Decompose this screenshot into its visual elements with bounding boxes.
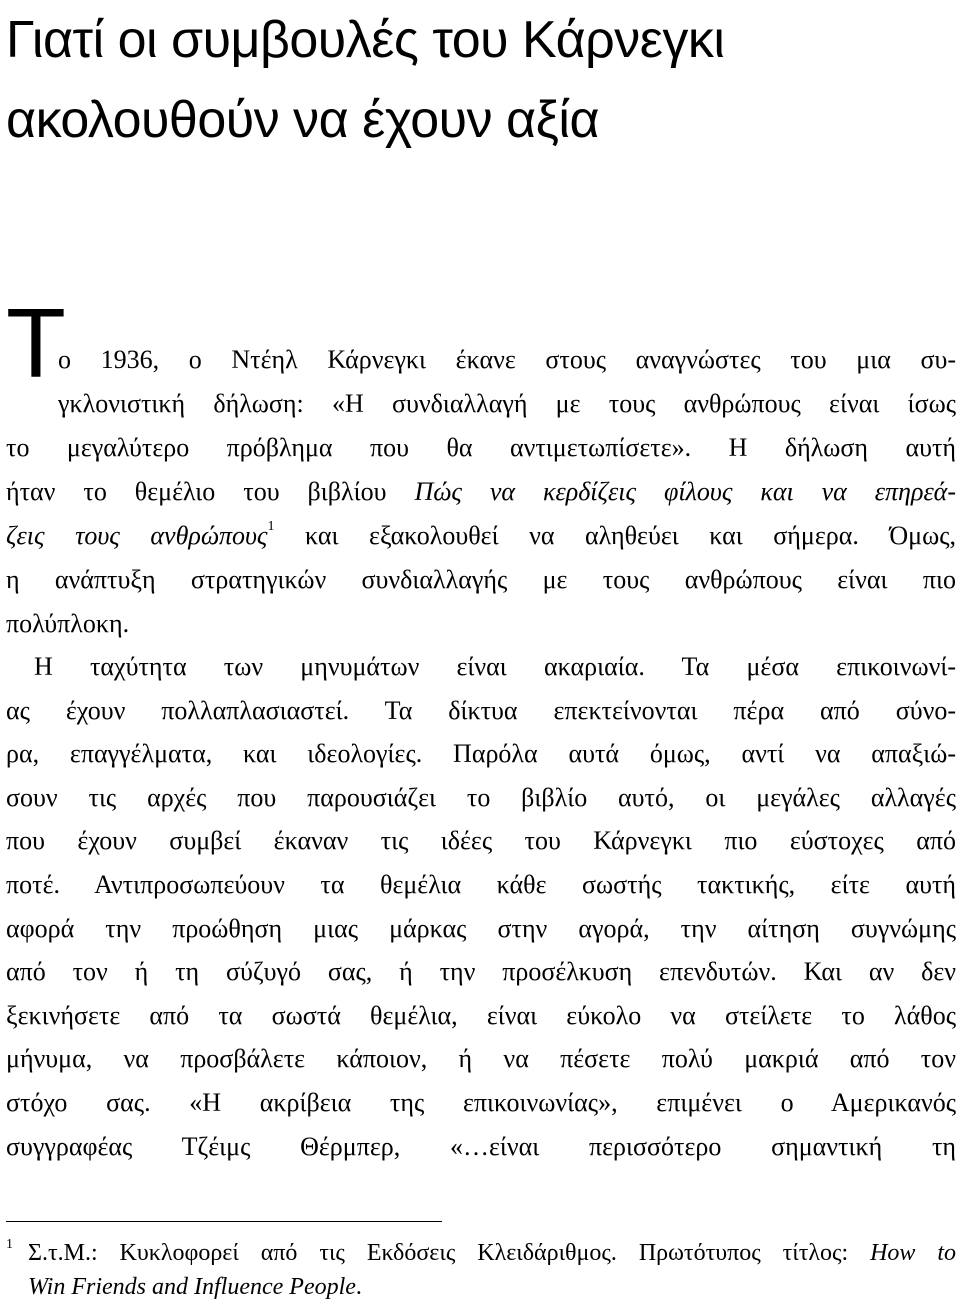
- paragraph-2-line: από τον ή τη σύζυγό σας, ή την προσέλκυση επενδυτών. Και αν δεν: [6, 957, 956, 987]
- paragraph-1-line-7: πολύπλοκη.: [6, 609, 130, 638]
- paragraph-2-line: που έχουν συμβεί έκαναν τις ιδέες του Κάρνεγκι πιο εύστοχες από: [6, 826, 956, 856]
- paragraph-1: [6, 338, 956, 646]
- paragraph-2-line: μήνυμα, να προσβάλετε κάποιον, ή να πέσετε πολύ μακριά από τον: [6, 1044, 956, 1074]
- chapter-title-line-2: ακολουθούν να έχουν αξία: [6, 91, 600, 149]
- original-title-italic-1: How to: [870, 1240, 956, 1266]
- footnote-line-2: [6, 1270, 956, 1304]
- book-title-italic-part-1: Πώς να κερδίζεις φίλους και να επηρεά-: [414, 477, 956, 506]
- footnote-marker: 1: [6, 1237, 13, 1252]
- paragraph-2-line: ας έχουν πολλαπλασιαστεί. Τα δίκτυα επεκτείνονται πέρα από σύνο-: [6, 695, 956, 725]
- footnote-reference: 1: [267, 519, 275, 534]
- paragraph-1-line-3: το μεγαλύτερο πρόβλημα που θα αντιμετωπίσετε». Η δήλωση αυτή: [6, 433, 956, 462]
- paragraph-1-line-5: [6, 514, 956, 558]
- footnote-separator: [6, 1221, 442, 1222]
- paragraph-1-line-1: ο 1936, ο Ντέηλ Κάρνεγκι έκανε στους αναγνώστες του μια συ-: [58, 345, 956, 374]
- paragraph-1-line-2: γκλονιστική δήλωση: «Η συνδιαλλαγή με τους ανθρώπους είναι ίσως: [58, 389, 956, 418]
- paragraph-1-line-4: [6, 470, 956, 514]
- paragraph-2: [6, 645, 956, 1168]
- footnote-line-1: [6, 1236, 956, 1270]
- paragraph-2-line: ποτέ. Αντιπροσωπεύουν τα θεμέλια κάθε σωστής τακτικής, είτε αυτή: [6, 869, 956, 899]
- line-5-text: και εξακολουθεί να αληθεύει και σήμερα. Όμως,: [274, 521, 957, 550]
- paragraph-2-line: Η ταχύτητα των μηνυμάτων είναι ακαριαία. Τα μέσα επικοινωνί-: [34, 652, 956, 681]
- chapter-title-line-1: Γιατί οι συμβουλές του Κάρνεγκι: [6, 11, 725, 69]
- original-title-italic-2: Win Friends and Influence People: [28, 1274, 356, 1300]
- line-4-text: ήταν το θεμέλιο του βιβλίου: [6, 477, 415, 506]
- footnote-text: Σ.τ.Μ.: Κυκλοφορεί από τις Εκδόσεις Κλειδάριθμος. Πρωτότυπος τίτλος:: [28, 1240, 871, 1266]
- paragraph-1-line-6: η ανάπτυξη στρατηγικών συνδιαλλαγής με τους ανθρώπους είναι πιο: [6, 565, 956, 594]
- drop-cap: Τ: [6, 288, 66, 398]
- book-title-italic-part-2: ζεις τους ανθρώπους: [6, 521, 268, 550]
- footnote: [6, 1236, 956, 1304]
- paragraph-2-line: ρα, επαγγέλματα, και ιδεολογίες. Παρόλα αυτά όμως, αντί να απαξιώ-: [6, 739, 956, 769]
- paragraph-2-line: σουν τις αρχές που παρουσιάζει το βιβλίο αυτό, οι μεγάλες αλλαγές: [6, 782, 956, 812]
- chapter-title: [6, 0, 956, 160]
- paragraph-2-line: ξεκινήσετε από τα σωστά θεμέλια, είναι εύκολο να στείλετε το λάθος: [6, 1000, 956, 1030]
- paragraph-2-line: στόχο σας. «Η ακρίβεια της επικοινωνίας», επιμένει ο Αμερικανός: [6, 1087, 956, 1117]
- paragraph-2-line: συγγραφέας Τζέιμς Θέρμπερ, «…είναι περισσότερο σημαντική τη: [6, 1131, 956, 1161]
- paragraph-2-line: αφορά την προώθηση μιας μάρκας στην αγορά, την αίτηση συγνώμης: [6, 913, 956, 943]
- footnote-period: .: [355, 1274, 362, 1300]
